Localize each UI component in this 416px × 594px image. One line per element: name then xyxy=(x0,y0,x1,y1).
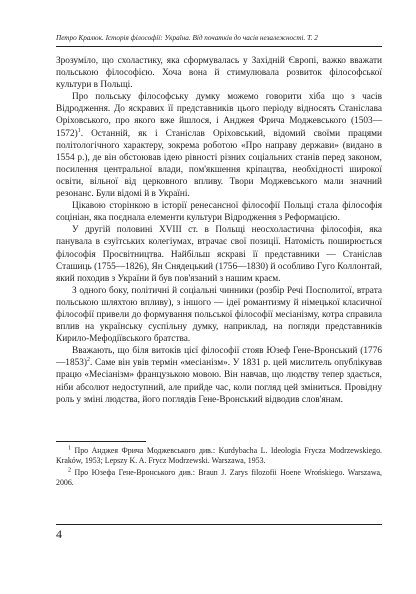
paragraph-4 xyxy=(56,224,382,284)
paragraph-2-text: Про польську філософську думку можемо говорити хіба що з часів Відродження. До яскравих її представників цього періоду відносять Станіслава Оріховського, про якого вже йшлося, і Анджея Фрича Моджевського (1503—1572) xyxy=(56,92,382,139)
paragraph-1-text: Зрозуміло, що схоластику, яка сформувалась у Західній Європі, важко вважати польською філософією. Хоча вона й стимулювала розвиток філософської культури в Польщі. xyxy=(56,56,382,91)
paragraph-6 xyxy=(56,345,382,405)
footnote-2-text: Про Юзефа Гене-Вронського див.: Braun J. Zarys filozofii Hoene Wrońskiego. Warszawa, 2006. xyxy=(56,467,382,488)
footer-rule xyxy=(56,524,382,525)
footnote-1-text: Про Анджея Фрича Моджевського див.: Kurdybacha L. Ideologia Frycza Modrzewskiego. Kraków, 1953; Lepszy K. A. Frycz Modrzewski. Warszawa, 1953. xyxy=(56,446,383,466)
paragraph-3 xyxy=(56,200,382,224)
footnote-1 xyxy=(56,446,382,467)
footnote-2 xyxy=(56,468,382,489)
footnote-ref-1[interactable]: 1 xyxy=(77,127,81,134)
running-header: Петро Кралюк. Історія філософії: Україна. Від початків до часів незалежності. Т. 2 xyxy=(56,34,318,42)
paragraph-6-tail: . Саме він увів термін «месіанізм». У 1831 р. цей мислитель опублікував працю «Месіанізм» французькою мовою. Він навчав, що людству тепер здається, ніби абсолют недоступний, але прийде час, коли погляд цей зміниться. Провідну роль у зміні людства, його поглядів Гене-Вронський відводив слов'янам. xyxy=(56,358,382,405)
footnotes xyxy=(56,446,382,490)
paragraph-3-text: Цікавою сторінкою в історії ренесансної філософії Польщі стала філософія соцініан, яка поєднала елементи культури Відродження з Реформацією. xyxy=(56,201,382,224)
paragraph-2-tail: . Останній, як і Станіслав Оріховський, відомий своїми працями політологічного характеру, зокрема роботою «Про направу держави» (видано в 1554 р.), де він обстоював ідею рівності різних соціальних станів перед законом, посилення центральної влади, пом'якшення кріпацтва, необхідності широкої освіти, вільної від церковного впливу. Твори Моджевського мали значний резонанс. Були відомі й в Україні. xyxy=(56,128,382,200)
paragraph-1 xyxy=(56,55,382,91)
paragraph-2 xyxy=(56,91,382,200)
page-number: 4 xyxy=(56,527,62,541)
paragraph-5 xyxy=(56,285,382,345)
main-text xyxy=(56,55,382,406)
footnote-1-mark: 1 xyxy=(68,445,71,452)
footnote-2-mark: 2 xyxy=(68,467,71,474)
header-rule xyxy=(56,46,382,47)
paragraph-4-text: У другій половині XVIII ст. в Польщі неосхоластична філософія, яка панувала в єзуїтських колегіумах, втрачає свої позиції. Натомість поширюється філософія Просвітництва. Найбільш яскраві її представники — Станіслав Сташиць (1755—1826), Ян Снядецький (1756—1830) й особливо Гуго Коллонтай, який походив з України й був пов'язаний з нашим краєм. xyxy=(56,225,382,284)
paragraph-6-text: Вважають, що біля витоків цієї філософії стояв Юзеф Гене-Вронський (1776—1853) xyxy=(56,346,382,369)
paragraph-5-text: З одного боку, політичні й соціальні чинники (розбір Речі Посполитої, втрата польською шляхтою впливу), з іншого — ідеї романтизму й німецької класичної філософії привели до формування польської філософії месіанізму, котра справила вплив на українську суспільну думку, наприклад, на погляди представників Кирило-Мефодіївського братства. xyxy=(56,285,382,345)
footnote-ref-2[interactable]: 2 xyxy=(87,357,90,364)
footnote-separator xyxy=(56,441,146,442)
